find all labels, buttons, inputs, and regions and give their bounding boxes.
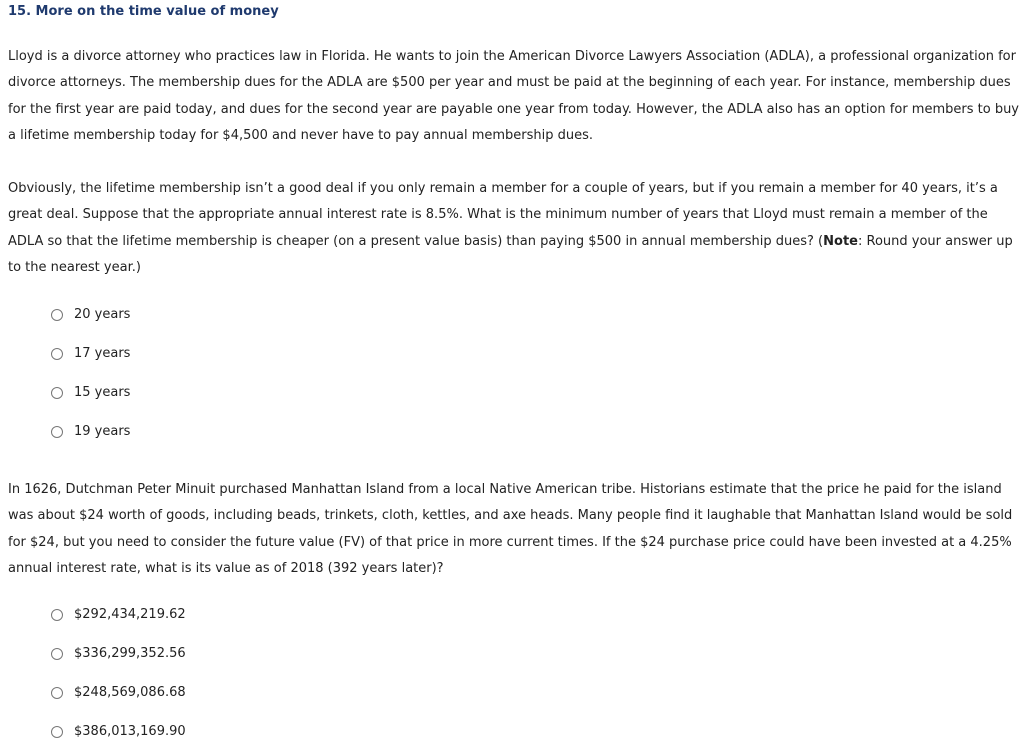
lloyd-paragraph: Lloyd is a divorce attorney who practices law in Florida. He wants to join the American Divorce Lawyers Association (ADLA), a professional organization for divorce attorneys. The membership dues for the ADLA are $500 per year and must be paid at the beginning of each year. For instance, membership dues for the first year are paid today, and dues for the second year are payable one year from today. However, the ADLA also has an option for members to buy a lifetime membership today for $4,500 and never have to pay annual membership dues. xyxy=(8,49,1019,143)
option-label: $386,013,169.90 xyxy=(74,723,186,739)
option-15-years[interactable] xyxy=(51,373,130,412)
years-options-group xyxy=(51,295,130,451)
radio-button[interactable] xyxy=(51,426,63,438)
radio-button[interactable] xyxy=(51,387,63,399)
paragraph-text-before-note: Obviously, the lifetime membership isn’t a good deal if you only remain a member for a couple of years, but if you remain a member for 40 years, it’s a great deal. Suppose that the appropriate annual interest rate is 8.5%. What is the minimum number of years that Lloyd must remain a member of the ADLA so that the lifetime membership is cheaper (on a present value basis) than paying $500 in annual membership dues? ( xyxy=(8,181,998,249)
option-19-years[interactable] xyxy=(51,412,130,451)
option-label: $336,299,352.56 xyxy=(74,645,186,661)
option-label: $292,434,219.62 xyxy=(74,606,186,622)
radio-button[interactable] xyxy=(51,648,63,660)
option-248m[interactable] xyxy=(51,673,186,712)
manhattan-paragraph: In 1626, Dutchman Peter Minuit purchased Manhattan Island from a local Native American tribe. Historians estimate that the price he paid for the island was about $24 worth of goods, including beads, trinkets, cloth, kettles, and axe heads. Many people find it laughable that Manhattan Island would be sold for $24, but you need to consider the future value (FV) of that price in more current times. If the $24 purchase price could have been invested at a 4.25% annual interest rate, what is its value as of 2018 (392 years later)? xyxy=(8,482,1013,576)
question-title: 15. More on the time value of money xyxy=(8,4,279,19)
radio-button[interactable] xyxy=(51,309,63,321)
option-label: 15 years xyxy=(74,384,131,400)
radio-button[interactable] xyxy=(51,726,63,738)
future-value-options-group xyxy=(51,595,186,751)
radio-button[interactable] xyxy=(51,609,63,621)
paragraph-text-after-note: : Round your answer up to the nearest year.) xyxy=(8,233,1013,275)
radio-button[interactable] xyxy=(51,348,63,360)
option-292m[interactable] xyxy=(51,595,186,634)
option-336m[interactable] xyxy=(51,634,186,673)
note-label: Note xyxy=(823,233,858,249)
option-label: $248,569,086.68 xyxy=(74,684,186,700)
option-label: 19 years xyxy=(74,423,131,439)
option-label: 20 years xyxy=(74,306,131,322)
option-17-years[interactable] xyxy=(51,334,130,373)
option-386m[interactable] xyxy=(51,712,186,751)
lifetime-membership-paragraph xyxy=(8,176,1020,281)
radio-button[interactable] xyxy=(51,687,63,699)
option-label: 17 years xyxy=(74,345,131,361)
option-20-years[interactable] xyxy=(51,295,130,334)
